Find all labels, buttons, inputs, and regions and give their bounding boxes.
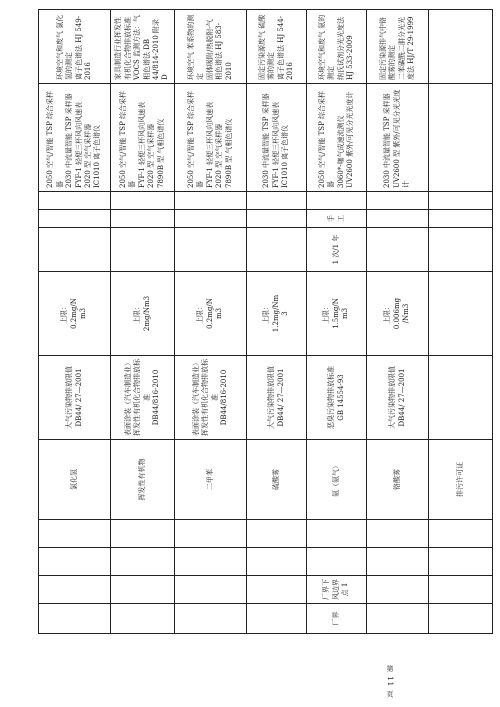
cell-analysis: 环境空气和废气 氯化氢的测定 离子色谱法 HJ 549-2016 [39, 10, 111, 84]
cell-empty [175, 192, 247, 210]
cell-empty [429, 356, 493, 440]
cell-empty [247, 576, 307, 604]
cell-freq [247, 228, 307, 272]
cell-empty [247, 604, 307, 634]
cell-limit: 上限： 0.2mg/N m3 [39, 272, 111, 356]
cell-item: 氯化氢 [39, 440, 111, 520]
cell-empty [111, 520, 175, 548]
cell-empty [175, 576, 247, 604]
cell-empty [307, 548, 367, 576]
cell-item: 排污许可证 [429, 440, 493, 520]
cell-empty [111, 192, 175, 210]
cell-empty [429, 84, 493, 192]
cell-empty [247, 548, 307, 576]
cell-analysis: 环境空气 苯系物的测定 固体吸附/热脱附-气相色谱法 HJ 583-2010 [175, 10, 247, 84]
monitoring-table-container [38, 10, 492, 634]
cell-empty [367, 192, 429, 210]
cell-method [367, 210, 429, 228]
cell-standard: 表面涂装（汽车制造业）挥发性有机化合物排放标准 DB44/816-2010 [175, 356, 247, 440]
cell-standard: 恶臭污染物排放标准 GB 14554-93 [307, 356, 367, 440]
cell-point: 厂界下风边界点 1 [307, 576, 367, 604]
cell-instrument: 2030 中流量智能 TSP 采样器 UV2600 型 紫外/可见分光光度计 [367, 84, 429, 192]
cell-method [39, 210, 111, 228]
cell-item: 铬酸雾 [367, 440, 429, 520]
cell-instrument: 2030 中流量智能 TSP 采样器 FYF-1 轻便三杯风向风速表 IC1010 离子色谱仪 [247, 84, 307, 192]
cell-empty [429, 192, 493, 210]
cell-limit: 上限： 0.2mg/N m3 [175, 272, 247, 356]
cell-empty [367, 548, 429, 576]
cell-freq [175, 228, 247, 272]
cell-empty [429, 576, 493, 604]
cell-analysis: 家具制造行业挥发性有机化合物排放标准 VOCS 监测方法：气相色谱法 DB 44/814-2010 附录 D [111, 10, 175, 84]
cell-empty [429, 272, 493, 356]
cell-empty [39, 576, 111, 604]
table-row [367, 10, 429, 634]
cell-empty [39, 604, 111, 634]
cell-empty [429, 228, 493, 272]
cell-empty [367, 520, 429, 548]
cell-item: 挥发性有机物 [111, 440, 175, 520]
cell-empty [175, 604, 247, 634]
cell-empty [111, 604, 175, 634]
cell-empty [247, 192, 307, 210]
cell-freq [39, 228, 111, 272]
cell-analysis: 环境空气和废气 氨的测定 纳氏试剂分光光度法 HJ 533-2009 [307, 10, 367, 84]
cell-empty [367, 576, 429, 604]
cell-standard: 表面涂装（汽车制造业）挥发性有机化合物排放标准 DB44/816-2010 [111, 356, 175, 440]
cell-empty [39, 548, 111, 576]
table-row [307, 10, 367, 634]
cell-item: 氨（氨气） [307, 440, 367, 520]
cell-instrument: 2050 空气/智能 TSP 综合采样器 3060*-噻气成速流测仪 UV2600 紫外/可见分光光度计 [307, 84, 367, 192]
cell-empty [175, 520, 247, 548]
cell-analysis: 固定污染源排气中铬酸雾的测定 二苯碳酰二肼分光光度法 HJ/T 29-1999 [367, 10, 429, 84]
cell-standard: 大气污染物排放限值 DB44/ 27—2001 [247, 356, 307, 440]
cell-empty [429, 604, 493, 634]
page-number: 第 11 页 [386, 665, 394, 699]
cell-limit: 上限： 2mg/Nm3 [111, 272, 175, 356]
cell-empty [307, 520, 367, 548]
cell-standard: 大气污染物排放限值 DB44/ 27—2001 [367, 356, 429, 440]
cell-item: 二甲苯 [175, 440, 247, 520]
table-row [247, 10, 307, 634]
cell-limit: 上限： 0.006mg /Nm3 [367, 272, 429, 356]
cell-instrument: 2050 空气/智能 TSP 综合采样器 FYF-1 轻便三杯风向风速表 2020 型 空气采样器 7890B 型 气相色谱仪 [175, 84, 247, 192]
cell-freq: 1 次/1 年 [307, 228, 367, 272]
cell-method [111, 210, 175, 228]
monitoring-table [38, 9, 493, 634]
cell-empty [111, 576, 175, 604]
cell-empty [429, 10, 493, 84]
cell-limit: 上限： 1.5mg/N m3 [307, 272, 367, 356]
cell-empty [247, 520, 307, 548]
cell-limit: 上限： 1.2mg/Nm 3 [247, 272, 307, 356]
cell-method: 手工 [307, 210, 367, 228]
cell-empty [429, 548, 493, 576]
table-row [111, 10, 175, 634]
cell-empty [367, 604, 429, 634]
cell-empty [429, 520, 493, 548]
cell-item: 硫酸雾 [247, 440, 307, 520]
cell-empty [39, 520, 111, 548]
cell-instrument: 2050 空气/智能 TSP 综合采样器 2030 中流量智能 TSP 采样器 FYF-1 轻便三杯风向风速表 2020 型 空气采样器 IC1010 离子色谱仪 [39, 84, 111, 192]
cell-freq [367, 228, 429, 272]
cell-empty [39, 192, 111, 210]
cell-freq [111, 228, 175, 272]
cell-method [175, 210, 247, 228]
table-row [429, 10, 493, 634]
table-row [175, 10, 247, 634]
cell-standard: 大气污染物排放限值 DB44/ 27—2001 [39, 356, 111, 440]
cell-empty [111, 548, 175, 576]
cell-empty [429, 210, 493, 228]
cell-analysis: 固定污染源废气 硫酸雾的测定 离子色谱法 HJ 544-2016 [247, 10, 307, 84]
cell-empty [175, 548, 247, 576]
table-row [39, 10, 111, 634]
cell-site: 厂界 [307, 604, 367, 634]
cell-method [247, 210, 307, 228]
cell-instrument: 2050 空气/智能 TSP 综合采样器 FYF-1 轻便三杯风向风速表 2020 型 空气采样器 7890B 型 气相色谱仪 [111, 84, 175, 192]
cell-empty [307, 192, 367, 210]
